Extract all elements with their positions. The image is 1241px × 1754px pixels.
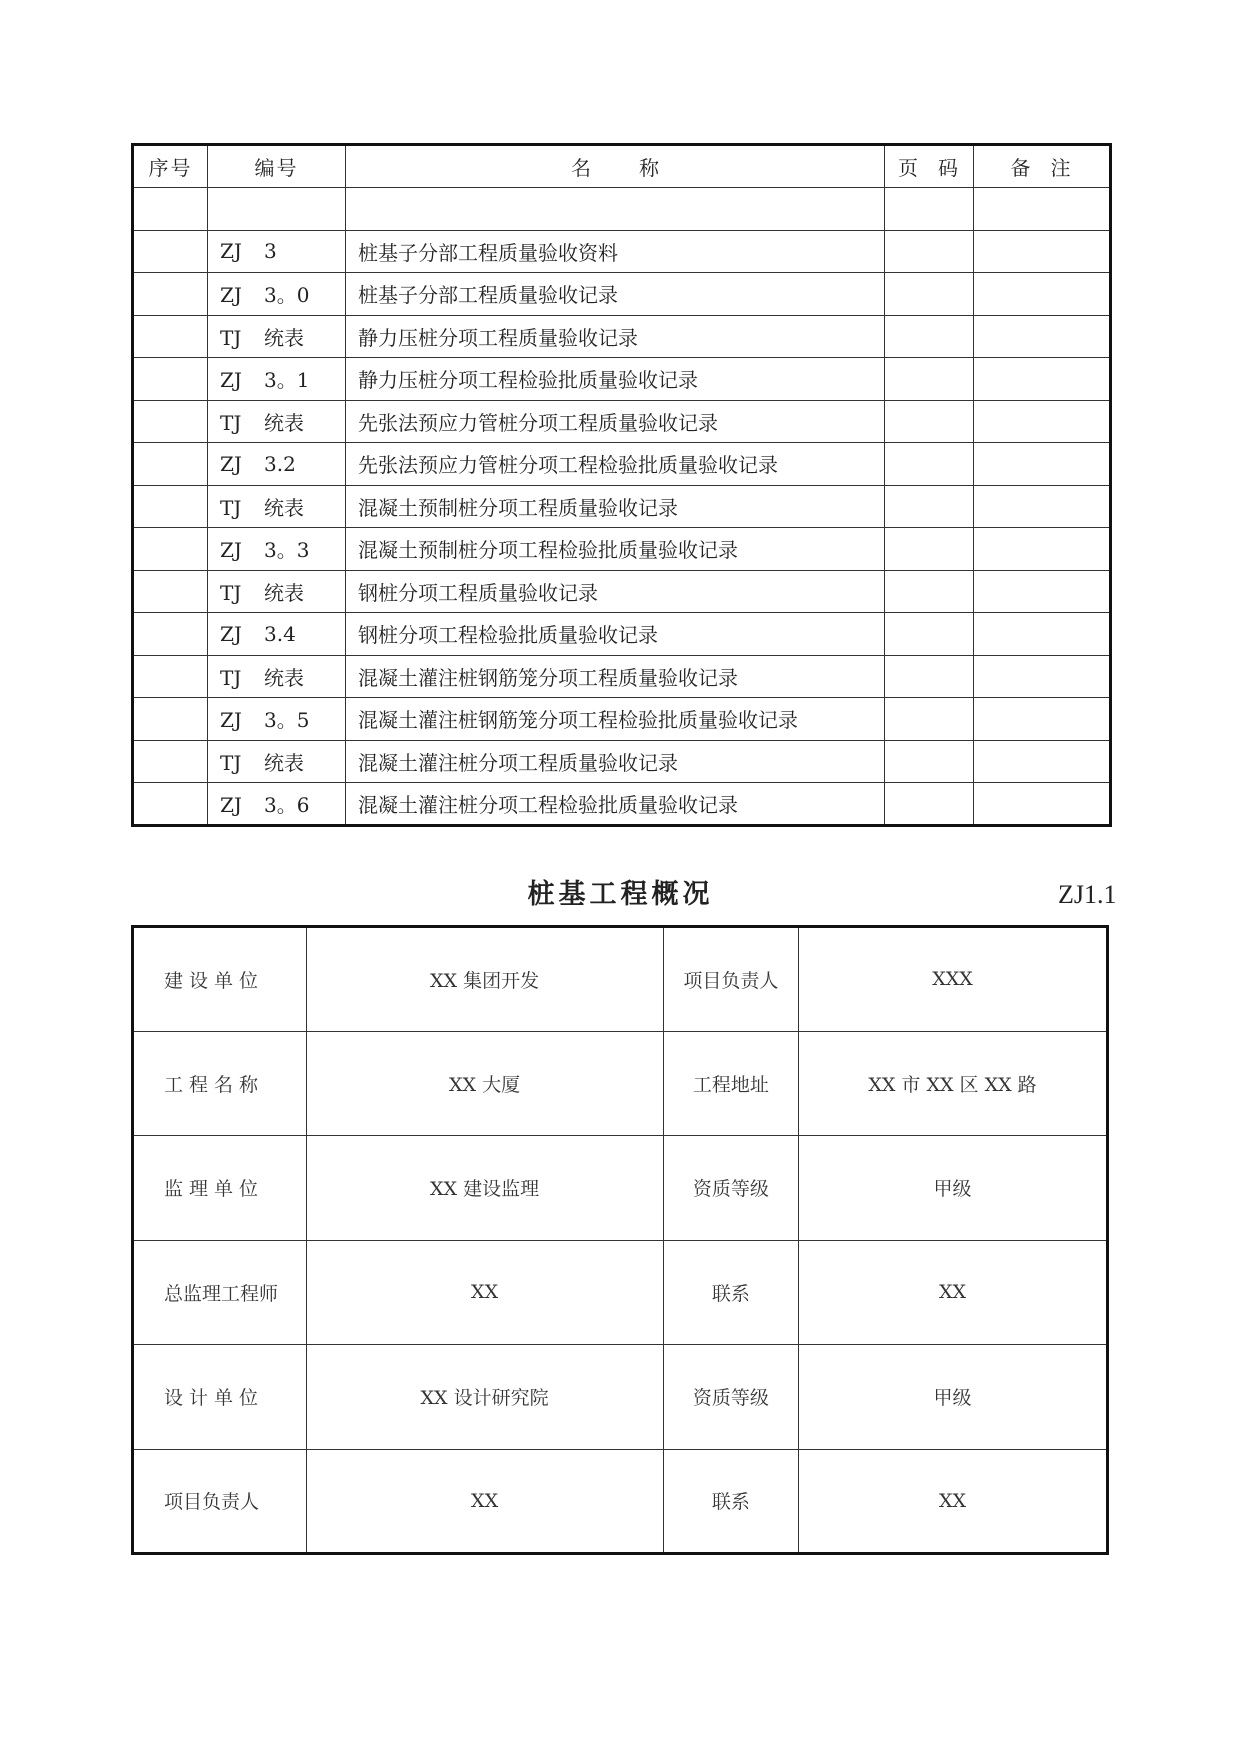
index-cell-no [133,570,208,613]
code-prefix: ZJ [220,792,242,817]
code-number: 统表 [264,495,304,520]
index-cell-code [208,315,346,358]
code-number: 统表 [264,325,304,350]
header-name-char-1: 名 [571,156,591,180]
index-row [133,443,1111,486]
index-cell-page [885,740,974,783]
code-prefix: TJ [220,325,242,350]
code-prefix: TJ [220,410,242,435]
index-cell-name: 混凝土预制桩分项工程检验批质量验收记录 [346,528,885,571]
index-row [133,358,1111,401]
code-prefix: TJ [220,665,242,690]
code-prefix: ZJ [220,283,242,308]
header-name [346,145,885,188]
overview-label-2: 资质等级 [663,1136,798,1241]
index-row [133,528,1111,571]
index-cell-name: 混凝土灌注桩钢筋笼分项工程质量验收记录 [346,655,885,698]
index-cell-no [133,273,208,316]
overview-body [133,927,1108,1554]
index-cell-code [208,358,346,401]
index-cell-note [974,570,1111,613]
code-number: 3.2 [264,451,296,476]
code-number: 统表 [264,580,304,605]
index-cell-page [885,358,974,401]
index-cell-note [974,485,1111,528]
overview-value-1: XX [306,1449,663,1554]
index-cell-code [208,230,346,273]
code-number: 3 [264,239,277,264]
overview-label-1: 设计单位 [133,1345,307,1450]
index-row [133,698,1111,741]
code-prefix: ZJ [220,708,242,733]
index-cell-no [133,443,208,486]
code-number: 3。0 [264,283,310,308]
index-cell-name: 桩基子分部工程质量验收记录 [346,273,885,316]
overview-value-2: 甲级 [799,1136,1108,1241]
index-cell-page [885,443,974,486]
header-note-char-2: 注 [1050,156,1073,180]
overview-value-1: XX 大厦 [306,1031,663,1136]
index-cell-name: 钢桩分项工程质量验收记录 [346,570,885,613]
index-cell-no [133,698,208,741]
overview-row [133,1136,1108,1241]
index-cell-page [885,230,974,273]
code-number: 统表 [264,410,304,435]
index-cell-page [885,400,974,443]
header-page [885,145,974,188]
index-cell-name: 先张法预应力管桩分项工程检验批质量验收记录 [346,443,885,486]
index-cell-no [133,188,208,231]
index-cell-note [974,400,1111,443]
overview-row [133,1240,1108,1345]
index-cell-name: 混凝土灌注桩分项工程质量验收记录 [346,740,885,783]
index-cell-page [885,655,974,698]
overview-label-1: 工程名称 [133,1031,307,1136]
index-cell-code [208,570,346,613]
index-body [133,188,1111,826]
index-cell-note [974,315,1111,358]
index-cell-no [133,358,208,401]
overview-label-2: 工程地址 [663,1031,798,1136]
index-cell-page [885,273,974,316]
code-prefix: ZJ [220,368,242,393]
index-row [133,188,1111,231]
index-cell-name: 钢桩分项工程检验批质量验收记录 [346,613,885,656]
index-row [133,740,1111,783]
index-cell-page [885,528,974,571]
header-page-char-1: 页 [898,156,920,180]
header-note-char-1: 备 [1010,156,1033,180]
overview-row [133,1031,1108,1136]
index-cell-code [208,273,346,316]
index-cell-note [974,528,1111,571]
index-cell-code [208,613,346,656]
header-no: 序号 [133,145,208,188]
overview-row [133,927,1108,1032]
overview-label-1: 建设单位 [133,927,307,1032]
index-cell-code [208,443,346,486]
overview-value-2: XXX [799,927,1108,1032]
index-row [133,783,1111,826]
overview-value-1: XX 建设监理 [306,1136,663,1241]
code-number: 3。6 [264,792,310,817]
header-code: 编号 [208,145,346,188]
index-cell-note [974,273,1111,316]
index-cell-note [974,783,1111,826]
code-prefix: ZJ [220,621,242,646]
index-cell-name: 混凝土预制桩分项工程质量验收记录 [346,485,885,528]
index-row [133,315,1111,358]
index-cell-page [885,783,974,826]
index-cell-page [885,315,974,358]
index-cell-no [133,230,208,273]
overview-label-2: 项目负责人 [663,927,798,1032]
index-cell-name: 混凝土灌注桩分项工程检验批质量验收记录 [346,783,885,826]
index-cell-no [133,783,208,826]
index-cell-code [208,783,346,826]
index-cell-no [133,613,208,656]
overview-label-1: 监理单位 [133,1136,307,1241]
code-prefix: ZJ [220,451,242,476]
index-row [133,485,1111,528]
index-cell-code [208,400,346,443]
index-cell-note [974,358,1111,401]
index-table [131,143,1112,827]
code-prefix: ZJ [220,538,242,563]
code-number: 3.4 [264,621,296,646]
index-cell-page [885,570,974,613]
index-cell-code [208,740,346,783]
overview-value-2: XX [799,1240,1108,1345]
overview-row [133,1345,1108,1450]
index-cell-no [133,655,208,698]
index-cell-page [885,188,974,231]
header-note [974,145,1111,188]
index-cell-page [885,613,974,656]
code-number: 3。5 [264,708,310,733]
code-number: 3。3 [264,538,310,563]
overview-label-2: 联系 [663,1449,798,1554]
overview-row [133,1449,1108,1554]
code-number: 3。1 [264,368,310,393]
index-cell-no [133,528,208,571]
code-number: 统表 [264,665,304,690]
index-cell-note [974,443,1111,486]
header-name-char-2: 称 [639,156,659,180]
index-cell-page [885,698,974,741]
overview-title: 桩基工程概况 [527,879,714,910]
code-prefix: TJ [220,495,242,520]
index-row [133,400,1111,443]
index-cell-code [208,485,346,528]
overview-label-1: 总监理工程师 [133,1240,307,1345]
overview-label-1: 项目负责人 [133,1449,307,1554]
index-row [133,655,1111,698]
index-cell-name: 静力压桩分项工程检验批质量验收记录 [346,358,885,401]
overview-value-1: XX [306,1240,663,1345]
index-cell-note [974,188,1111,231]
index-cell-name [346,188,885,231]
index-cell-code [208,655,346,698]
index-cell-name: 混凝土灌注桩钢筋笼分项工程检验批质量验收记录 [346,698,885,741]
index-cell-page [885,485,974,528]
overview-label-2: 联系 [663,1240,798,1345]
index-cell-note [974,740,1111,783]
index-cell-code [208,698,346,741]
index-cell-name: 静力压桩分项工程质量验收记录 [346,315,885,358]
index-cell-no [133,315,208,358]
header-page-char-2: 码 [938,156,960,180]
overview-table [131,925,1109,1555]
code-prefix: TJ [220,580,242,605]
overview-value-1: XX 集团开发 [306,927,663,1032]
index-cell-note [974,613,1111,656]
index-cell-no [133,485,208,528]
overview-value-2: XX [799,1449,1108,1554]
index-cell-no [133,400,208,443]
overview-value-2: 甲级 [799,1345,1108,1450]
index-cell-name: 桩基子分部工程质量验收资料 [346,230,885,273]
code-prefix: TJ [220,750,242,775]
index-cell-code [208,188,346,231]
index-row [133,613,1111,656]
index-cell-name: 先张法预应力管桩分项工程质量验收记录 [346,400,885,443]
code-prefix: ZJ [220,239,242,264]
code-number: 统表 [264,750,304,775]
index-row [133,570,1111,613]
index-row [133,230,1111,273]
index-cell-code [208,528,346,571]
index-cell-note [974,698,1111,741]
index-cell-note [974,655,1111,698]
overview-value-1: XX 设计研究院 [306,1345,663,1450]
index-header-row [133,145,1111,188]
overview-value-2: XX 市 XX 区 XX 路 [799,1031,1108,1136]
index-cell-no [133,740,208,783]
index-row [133,273,1111,316]
overview-code: ZJ1.1 [1058,880,1117,909]
index-cell-note [974,230,1111,273]
overview-label-2: 资质等级 [663,1345,798,1450]
